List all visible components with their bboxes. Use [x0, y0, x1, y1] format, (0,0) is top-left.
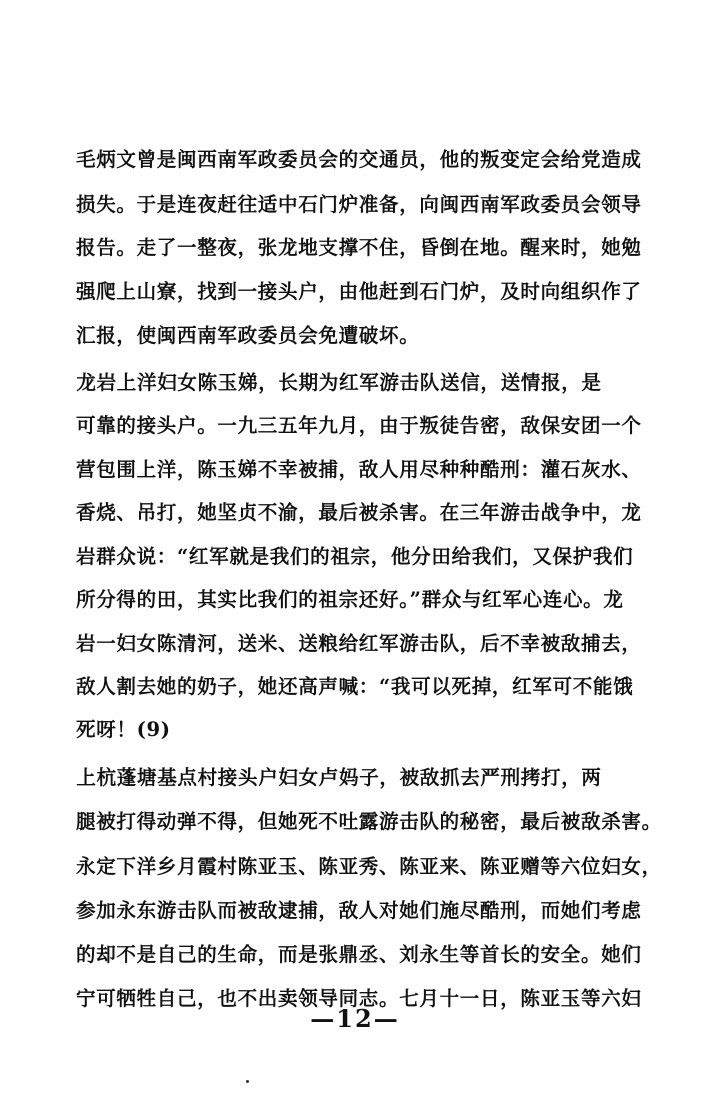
text-line: 的却不是自己的生命，而是张鼎丞、刘永生等首长的安全。她们: [76, 943, 642, 966]
text-line: 损失。于是连夜赶往适中石门炉准备，向闽西南军政委员会领导: [76, 193, 642, 216]
text-line: 参加永东游击队而被敌逮捕，敌人对她们施尽酷刑，而她们考虑: [76, 899, 642, 922]
text-line: 岩一妇女陈清河，送米、送粮给红军游击队，后不幸被敌捕去，: [76, 632, 642, 655]
text-line: 报告。走了一整夜，张龙地支撑不住，昏倒在地。醒来时，她勉: [76, 236, 642, 259]
text-line: 龙岩上洋妇女陈玉娣，长期为红军游击队送信，送情报，是: [36, 371, 602, 394]
text-line: 死呀！(9): [76, 718, 171, 741]
text-line: 永定下洋乡月霞村陈亚玉、陈亚秀、陈亚来、陈亚赠等六位妇女，: [76, 855, 662, 878]
text-line: 汇报，使闽西南军政委员会免遭破坏。: [76, 324, 420, 347]
scan-speck: [246, 1080, 249, 1083]
text-line: 可靠的接头户。一九三五年九月，由于叛徒告密，敌保安团一个: [76, 414, 642, 437]
text-line: 宁可牺牲自己，也不出卖领导同志。七月十一日，陈亚玉等六妇: [76, 987, 642, 1010]
text-line: 所分得的田，其实比我们的祖宗还好。”群众与红军心连心。龙: [76, 588, 624, 611]
page-number: —12—: [310, 1004, 400, 1033]
text-line: 上杭蓬塘基点村接头户妇女卢妈子，被敌抓去严刑拷打，两: [36, 766, 602, 789]
text-line: 岩群众说：“红军就是我们的祖宗，他分田给我们，又保护我们: [76, 545, 634, 568]
text-line: 营包围上洋，陈玉娣不幸被捕，敌人用尽种种酷刑：灌石灰水、: [76, 458, 642, 481]
text-line: 毛炳文曾是闽西南军政委员会的交通员，他的叛变定会给党造成: [76, 148, 642, 171]
text-line: 敌人割去她的奶子，她还高声喊：“我可以死掉，红军可不能饿: [76, 675, 634, 698]
text-line: 腿被打得动弹不得，但她死不吐露游击队的秘密，最后被敌杀害。: [76, 810, 662, 833]
text-line: 强爬上山寮，找到一接头户，由他赶到石门炉，及时向组织作了: [76, 280, 642, 303]
text-line: 香烧、吊打，她坚贞不渝，最后被杀害。在三年游击战争中，龙: [76, 501, 642, 524]
